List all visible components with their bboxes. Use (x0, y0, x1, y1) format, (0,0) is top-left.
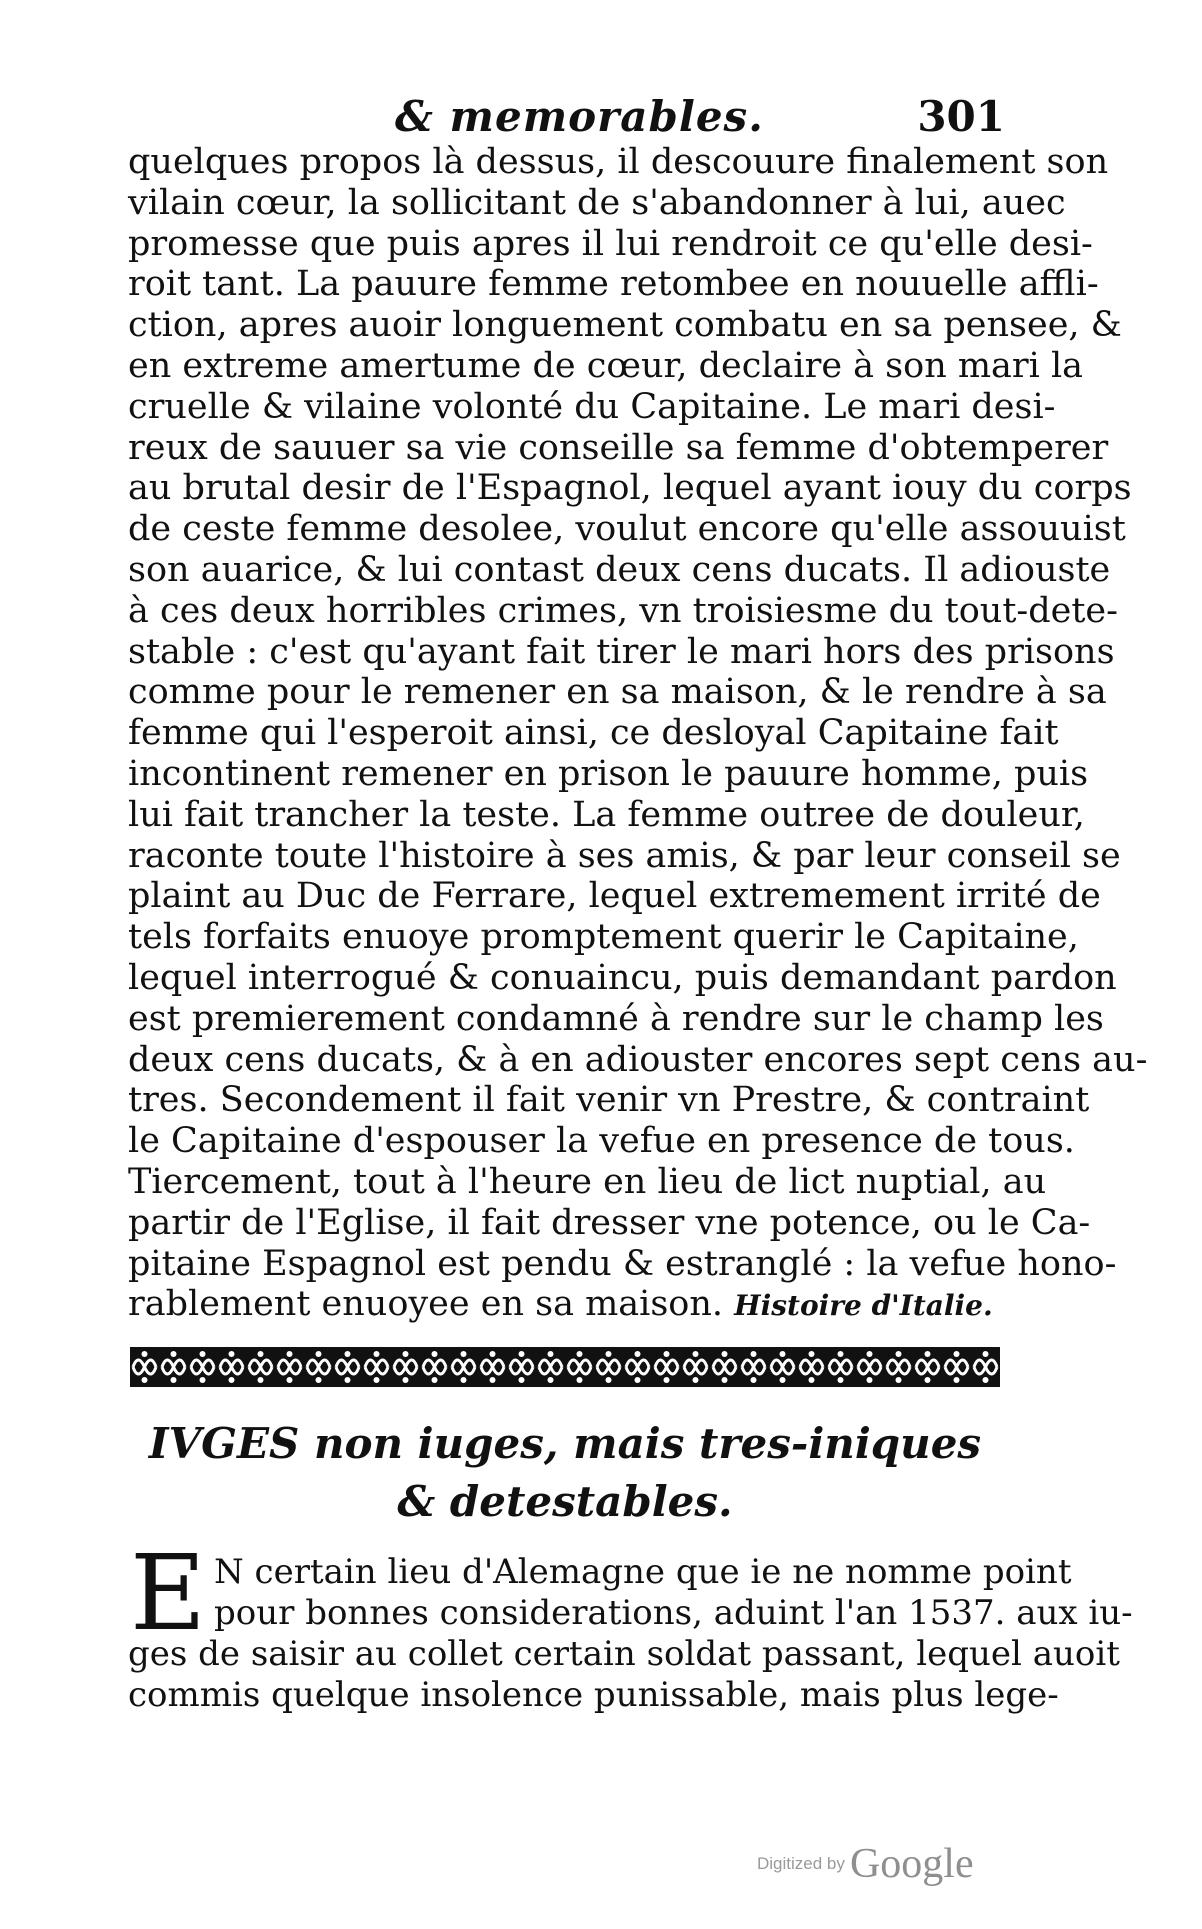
text-line: cruelle & vilaine volonté du Capitaine. Le mari desi- (128, 386, 1056, 427)
source-note: Histoire d'Italie. (734, 1289, 993, 1323)
text-line: stable : c'est qu'ayant fait tirer le mari hors des prisons (128, 631, 1115, 672)
section-heading (125, 1415, 1005, 1531)
text-line: en extreme amertume de cœur, declaire à son mari la (128, 345, 1084, 386)
text-line: deux cens ducats, & à en adiouster encores sept cens au- (128, 1039, 1148, 1080)
text-line: au brutal desir de l'Espagnol, lequel ayant iouy du corps (128, 468, 1132, 509)
text-line: lui fait trancher la teste. La femme outree de douleur, (128, 794, 1085, 835)
text-line: reux de sauuer sa vie conseille sa femme d'obtemperer (128, 427, 1109, 468)
digitized-watermark (757, 1840, 1017, 1900)
google-logo: Google (849, 1841, 974, 1887)
running-title: & memorables. (395, 92, 764, 141)
text-line: Tiercement, tout à l'heure en lieu de lict nuptial, au (128, 1161, 1047, 1202)
text-line: ges de saisir au collet certain soldat passant, lequel auoit (128, 1634, 1120, 1674)
text-line: pitaine Espagnol est pendu & estranglé : la vefue hono- (128, 1243, 1117, 1284)
page-header (125, 92, 1005, 148)
heading-line-2: & detestables. (397, 1477, 733, 1526)
page-number: 301 (917, 92, 1005, 141)
text-line: promesse que puis apres il lui rendroit ce qu'elle desi- (128, 223, 1093, 264)
text-line-last (128, 1284, 1008, 1325)
text-line: vilain cœur, la sollicitant de s'abandonner à lui, auec (128, 182, 1066, 223)
text-line: le Capitaine d'espouser la vefue en presence de tous. (128, 1121, 1075, 1162)
text-line: tres. Secondement il fait venir vn Prestre, & contraint (128, 1080, 1090, 1121)
text-line: incontinent remener en prison le pauure homme, puis (128, 753, 1089, 794)
text-line: femme qui l'esperoit ainsi, ce desloyal Capitaine fait (128, 713, 1059, 754)
text-line: est premierement condamné à rendre sur le champ les (128, 998, 1104, 1039)
text-line: partir de l'Eglise, il fait dresser vne potence, ou le Ca- (128, 1202, 1091, 1243)
text-line: raconte toute l'histoire à ses amis, & par leur conseil se (128, 835, 1121, 876)
text-line: pour bonnes considerations, aduint l'an 1537. aux iu- (214, 1593, 1133, 1633)
text-line: de ceste femme desolee, voulut encore qu'elle assouuist (128, 509, 1126, 550)
last-line-text: rablement enuoyee en sa maison. (128, 1284, 724, 1325)
text-line: son auarice, & lui contast deux cens ducats. Il adiouste (128, 549, 1111, 590)
text-line: quelques propos là dessus, il descouure finalement son (128, 142, 1109, 182)
drop-cap: E (130, 1532, 206, 1654)
ornamental-border (130, 1345, 1000, 1389)
text-line: N certain lieu d'Alemagne que ie ne nomme point (214, 1552, 1072, 1592)
text-line: à ces deux horribles crimes, vn troisiesme du tout-dete- (128, 590, 1118, 631)
text-line: ction, apres auoir longuement combatu en sa pensee, & (128, 305, 1122, 346)
text-line: roit tant. La pauure femme retombee en nouuelle affli- (128, 264, 1099, 305)
section-body (128, 1552, 1133, 1716)
text-line: tels forfaits enuoye promptement querir le Capitaine, (128, 917, 1079, 958)
body-text (128, 142, 1148, 1325)
digitized-by-label: Digitized by (757, 1854, 845, 1873)
text-line: lequel interrogué & conuaincu, puis demandant pardon (128, 957, 1117, 998)
heading-line-1: IVGES non iuges, mais tres-iniques (148, 1419, 982, 1468)
text-line: commis quelque insolence punissable, mais plus lege- (128, 1675, 1059, 1715)
text-line: plaint au Duc de Ferrare, lequel extremement irrité de (128, 876, 1101, 917)
text-line: comme pour le remener en sa maison, & le rendre à sa (128, 672, 1107, 713)
